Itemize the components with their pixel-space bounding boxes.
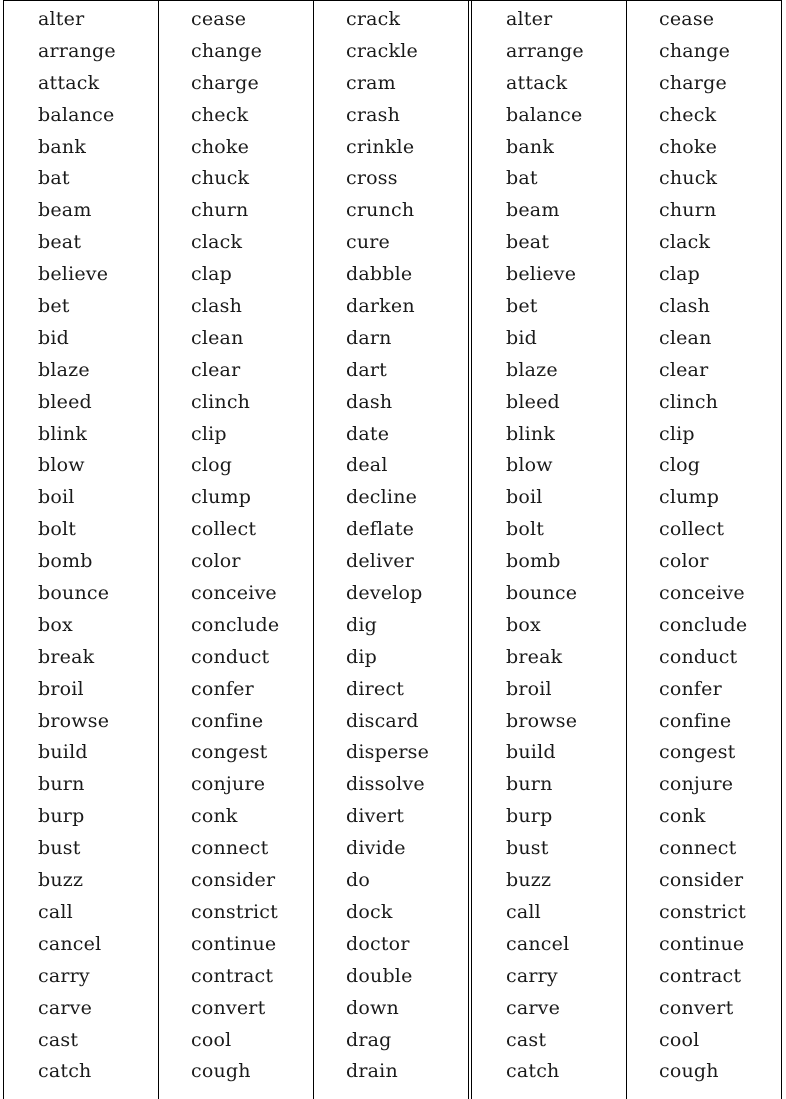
word-cell: continue xyxy=(659,932,745,955)
word-cell: burp xyxy=(506,805,553,828)
column-divider xyxy=(313,0,314,1099)
word-cell: connect xyxy=(659,837,737,860)
table-top-border xyxy=(3,0,781,1)
word-cell: burn xyxy=(506,773,553,796)
word-cell: continue xyxy=(191,932,277,955)
word-cell: develop xyxy=(346,582,423,605)
word-cell: charge xyxy=(191,71,259,94)
word-cell: attack xyxy=(506,71,568,94)
word-cell: cool xyxy=(191,1028,232,1051)
word-cell: balance xyxy=(506,103,583,126)
word-cell: believe xyxy=(38,263,109,286)
word-cell: discard xyxy=(346,709,419,732)
word-cell: beat xyxy=(38,231,82,254)
word-cell: disperse xyxy=(346,741,430,764)
word-cell: contract xyxy=(191,964,274,987)
word-cell: conjure xyxy=(191,773,266,796)
word-cell: dig xyxy=(346,613,378,636)
word-cell: bid xyxy=(506,326,538,349)
word-cell: dart xyxy=(346,358,388,381)
word-cell: confine xyxy=(191,709,264,732)
word-cell: drain xyxy=(346,1060,398,1083)
word-cell: conceive xyxy=(659,582,745,605)
word-cell: constrict xyxy=(191,900,278,923)
word-cell: color xyxy=(191,550,241,573)
word-column-2 xyxy=(191,4,279,1088)
word-cell: confer xyxy=(659,677,722,700)
word-cell: check xyxy=(191,103,249,126)
word-cell: attack xyxy=(38,71,100,94)
word-cell: confine xyxy=(659,709,732,732)
word-cell: clip xyxy=(191,422,227,445)
word-cell: conceive xyxy=(191,582,277,605)
word-cell: conduct xyxy=(191,645,270,668)
word-cell: date xyxy=(346,422,390,445)
word-cell: blow xyxy=(38,454,85,477)
word-cell: broil xyxy=(506,677,552,700)
word-cell: beam xyxy=(38,199,92,222)
word-cell: blaze xyxy=(506,358,558,381)
word-cell: buzz xyxy=(506,869,552,892)
word-cell: bomb xyxy=(38,550,93,573)
word-cell: carve xyxy=(38,996,93,1019)
word-cell: dock xyxy=(346,900,393,923)
word-cell: cool xyxy=(659,1028,700,1051)
word-cell: bolt xyxy=(38,518,77,541)
column-divider xyxy=(3,0,4,1099)
word-cell: catch xyxy=(38,1060,92,1083)
word-cell: boil xyxy=(38,486,75,509)
word-cell: crackle xyxy=(346,39,418,62)
word-cell: crinkle xyxy=(346,135,415,158)
word-column-1 xyxy=(38,4,116,1088)
word-cell: chuck xyxy=(659,167,718,190)
word-cell: crack xyxy=(346,8,401,30)
word-cell: cast xyxy=(38,1028,79,1051)
word-cell: clip xyxy=(659,422,695,445)
word-cell: consider xyxy=(191,869,276,892)
word-cell: deal xyxy=(346,454,388,477)
word-cell: bleed xyxy=(506,390,560,413)
word-cell: blaze xyxy=(38,358,90,381)
word-cell: boil xyxy=(506,486,543,509)
word-cell: chuck xyxy=(191,167,250,190)
word-cell: clog xyxy=(191,454,233,477)
word-cell: blow xyxy=(506,454,553,477)
word-cell: clap xyxy=(191,263,233,286)
word-cell: choke xyxy=(191,135,250,158)
word-cell: box xyxy=(38,613,73,636)
word-cell: believe xyxy=(506,263,577,286)
word-cell: crunch xyxy=(346,199,415,222)
word-cell: direct xyxy=(346,677,405,700)
word-column-4 xyxy=(506,4,584,1088)
word-cell: connect xyxy=(191,837,269,860)
word-cell: clean xyxy=(191,326,244,349)
word-cell: double xyxy=(346,964,413,987)
word-cell: conk xyxy=(659,805,706,828)
word-cell: churn xyxy=(659,199,717,222)
word-cell: clash xyxy=(659,295,711,318)
word-cell: clap xyxy=(659,263,701,286)
word-cell: catch xyxy=(506,1060,560,1083)
word-cell: clear xyxy=(659,358,709,381)
word-cell: divert xyxy=(346,805,405,828)
word-cell: collect xyxy=(659,518,725,541)
word-cell: carry xyxy=(38,964,90,987)
word-cell: alter xyxy=(506,8,553,30)
word-cell: darken xyxy=(346,295,415,318)
word-cell: carry xyxy=(506,964,558,987)
word-cell: convert xyxy=(659,996,734,1019)
word-cell: bank xyxy=(506,135,555,158)
word-cell: clack xyxy=(191,231,243,254)
word-cell: box xyxy=(506,613,541,636)
word-cell: balance xyxy=(38,103,115,126)
word-cell: bat xyxy=(38,167,70,190)
word-cell: blink xyxy=(38,422,88,445)
word-cell: cease xyxy=(659,8,715,30)
word-cell: color xyxy=(659,550,709,573)
word-cell: confer xyxy=(191,677,254,700)
word-cell: change xyxy=(659,39,731,62)
word-cell: dissolve xyxy=(346,773,425,796)
word-cell: charge xyxy=(659,71,727,94)
word-cell: clean xyxy=(659,326,712,349)
word-cell: broil xyxy=(38,677,84,700)
word-cell: bleed xyxy=(38,390,92,413)
word-cell: bomb xyxy=(506,550,561,573)
word-cell: beat xyxy=(506,231,550,254)
word-cell: cancel xyxy=(38,932,102,955)
word-cell: dip xyxy=(346,645,378,668)
word-cell: call xyxy=(506,900,541,923)
column-divider xyxy=(781,0,782,1099)
word-cell: burp xyxy=(38,805,85,828)
word-cell: doctor xyxy=(346,932,410,955)
word-cell: break xyxy=(506,645,563,668)
word-cell: bat xyxy=(506,167,538,190)
word-cell: constrict xyxy=(659,900,746,923)
word-cell: bet xyxy=(38,295,70,318)
word-cell: break xyxy=(38,645,95,668)
word-cell: clog xyxy=(659,454,701,477)
word-cell: congest xyxy=(659,741,736,764)
word-cell: cure xyxy=(346,231,391,254)
word-cell: deflate xyxy=(346,518,415,541)
word-cell: collect xyxy=(191,518,257,541)
word-cell: carve xyxy=(506,996,561,1019)
column-divider xyxy=(158,0,159,1099)
word-cell: check xyxy=(659,103,717,126)
word-cell: cease xyxy=(191,8,247,30)
word-cell: bolt xyxy=(506,518,545,541)
word-cell: choke xyxy=(659,135,718,158)
word-cell: beam xyxy=(506,199,560,222)
word-cell: arrange xyxy=(506,39,584,62)
word-cell: browse xyxy=(506,709,578,732)
word-cell: conclude xyxy=(191,613,280,636)
word-cell: bounce xyxy=(38,582,110,605)
word-cell: bust xyxy=(38,837,81,860)
word-cell: cross xyxy=(346,167,398,190)
word-cell: cancel xyxy=(506,932,570,955)
word-cell: build xyxy=(506,741,556,764)
word-cell: clack xyxy=(659,231,711,254)
word-cell: crash xyxy=(346,103,401,126)
word-cell: dash xyxy=(346,390,393,413)
word-cell: consider xyxy=(659,869,744,892)
word-cell: bid xyxy=(38,326,70,349)
word-cell: cough xyxy=(191,1060,251,1083)
word-cell: burn xyxy=(38,773,85,796)
word-cell: bank xyxy=(38,135,87,158)
word-cell: do xyxy=(346,869,371,892)
word-cell: congest xyxy=(191,741,268,764)
word-cell: deliver xyxy=(346,550,415,573)
word-cell: contract xyxy=(659,964,742,987)
word-cell: clump xyxy=(659,486,720,509)
word-column-5 xyxy=(659,4,747,1088)
word-cell: clump xyxy=(191,486,252,509)
column-divider xyxy=(471,0,472,1099)
word-cell: cough xyxy=(659,1060,719,1083)
word-cell: bust xyxy=(506,837,549,860)
word-cell: conk xyxy=(191,805,238,828)
word-cell: clear xyxy=(191,358,241,381)
word-cell: darn xyxy=(346,326,392,349)
word-cell: clash xyxy=(191,295,243,318)
word-cell: browse xyxy=(38,709,110,732)
word-cell: build xyxy=(38,741,88,764)
word-column-3 xyxy=(346,4,429,1088)
word-cell: dabble xyxy=(346,263,413,286)
word-cell: cast xyxy=(506,1028,547,1051)
word-cell: churn xyxy=(191,199,249,222)
word-cell: down xyxy=(346,996,399,1019)
word-cell: divide xyxy=(346,837,406,860)
word-cell: bet xyxy=(506,295,538,318)
word-cell: alter xyxy=(38,8,85,30)
word-cell: cram xyxy=(346,71,396,94)
word-cell: call xyxy=(38,900,73,923)
word-cell: conclude xyxy=(659,613,748,636)
column-divider xyxy=(468,0,469,1099)
word-cell: clinch xyxy=(659,390,719,413)
column-divider xyxy=(626,0,627,1099)
word-cell: drag xyxy=(346,1028,392,1051)
word-cell: buzz xyxy=(38,869,84,892)
word-cell: change xyxy=(191,39,263,62)
word-cell: blink xyxy=(506,422,556,445)
word-cell: clinch xyxy=(191,390,251,413)
word-cell: conduct xyxy=(659,645,738,668)
word-cell: arrange xyxy=(38,39,116,62)
word-cell: bounce xyxy=(506,582,578,605)
word-cell: decline xyxy=(346,486,418,509)
word-cell: conjure xyxy=(659,773,734,796)
word-cell: convert xyxy=(191,996,266,1019)
